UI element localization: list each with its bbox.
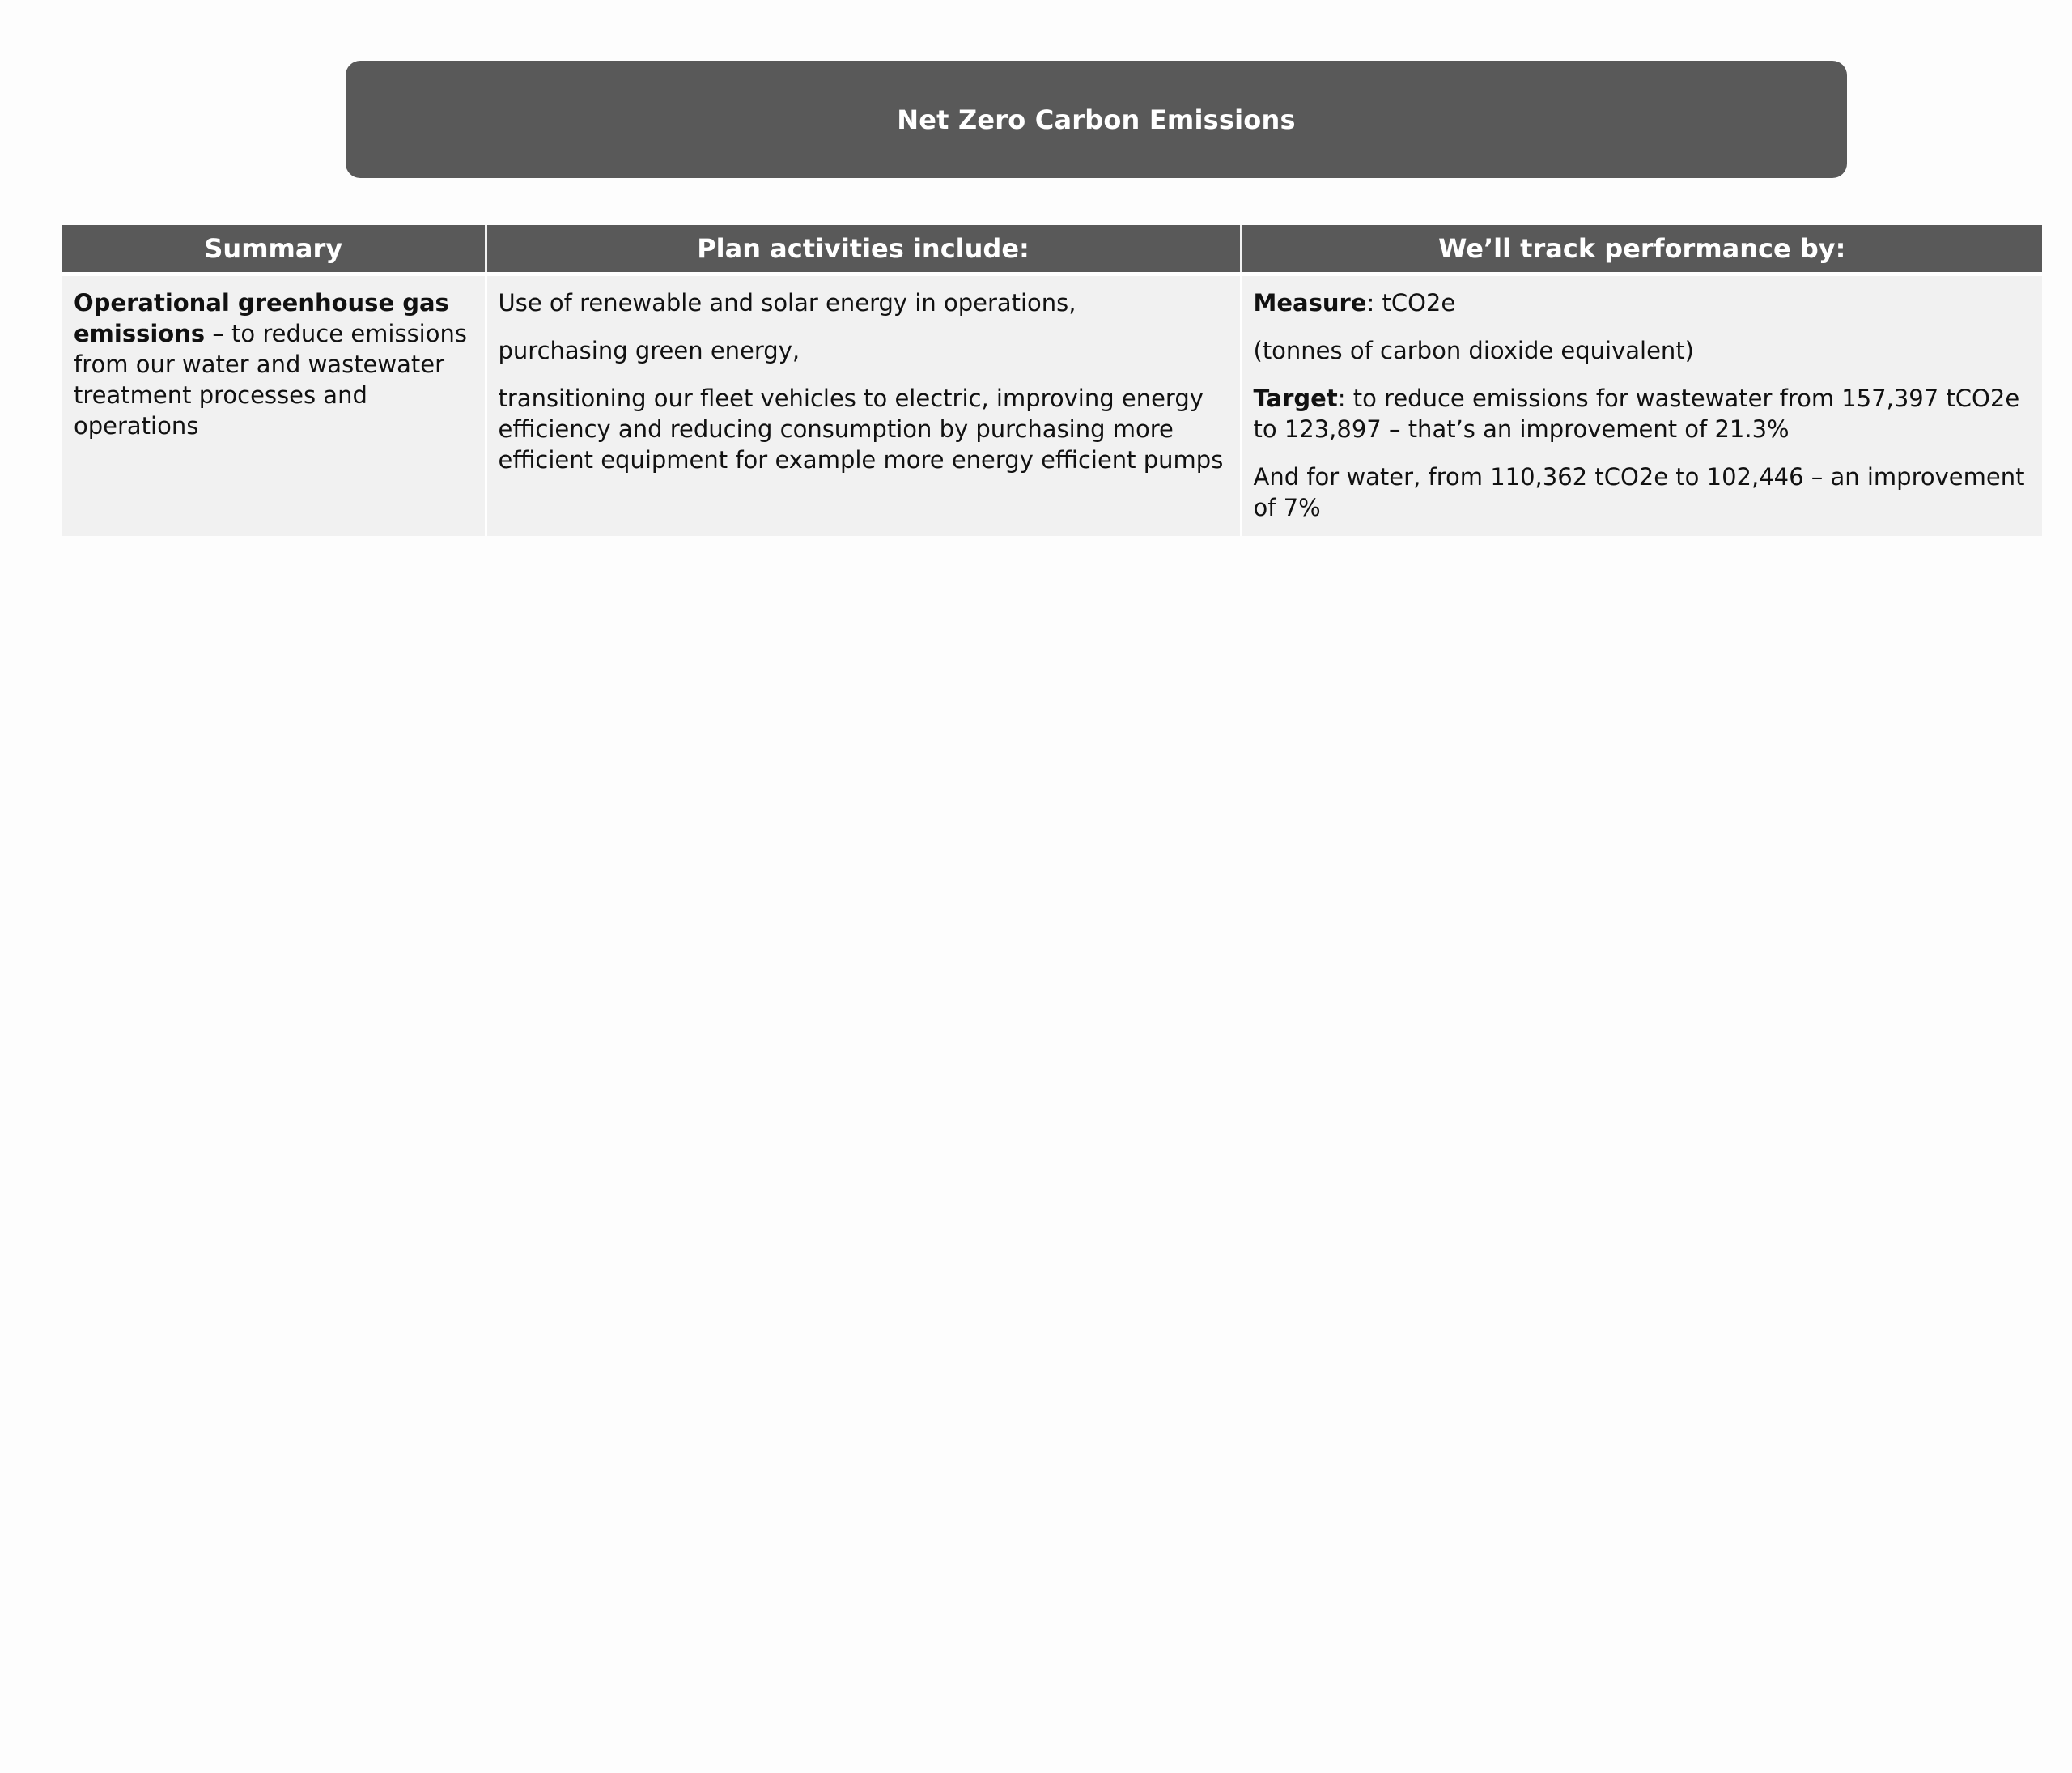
measure-note: (tonnes of carbon dioxide equivalent)	[1253, 337, 1695, 364]
measure-value: : tCO2e	[1366, 289, 1456, 317]
activity-item: Use of renewable and solar energy in operations,	[498, 289, 1076, 317]
header-summary: Summary	[62, 225, 486, 274]
measure-line	[1254, 287, 2032, 318]
target-label: Target	[1253, 385, 1338, 412]
table-row	[62, 274, 2042, 537]
header-track-performance: We’ll track performance by:	[1241, 225, 2042, 274]
summary-cell	[62, 274, 486, 537]
title-banner	[346, 61, 1847, 178]
activity-item: transitioning our fleet vehicles to electric, improving energy efficiency and reducing consumption by purchasing more efficient equipment for example more energy efficient pumps	[498, 385, 1224, 474]
activity-item: purchasing green energy,	[498, 337, 800, 364]
summary-bold-text: Operational greenhouse gas emissions	[74, 289, 449, 347]
table-header-row	[62, 225, 2042, 274]
measure-label: Measure	[1253, 289, 1367, 317]
header-plan-activities: Plan activities include:	[486, 225, 1241, 274]
target-line	[1254, 383, 2032, 444]
summary-text: – to reduce emissions from our water and wastewater treatment processes and operations	[74, 320, 467, 440]
tracking-cell	[1241, 274, 2042, 537]
water-target-line: And for water, from 110,362 tCO2e to 102,446 – an improvement of 7%	[1253, 463, 2025, 521]
activities-cell	[486, 274, 1241, 537]
banner-title: Net Zero Carbon Emissions	[897, 104, 1296, 135]
target-value: : to reduce emissions for wastewater from 157,397 tCO2e to 123,897 – that’s an improvement of 21.3%	[1253, 385, 2020, 443]
plan-table	[62, 225, 2042, 536]
